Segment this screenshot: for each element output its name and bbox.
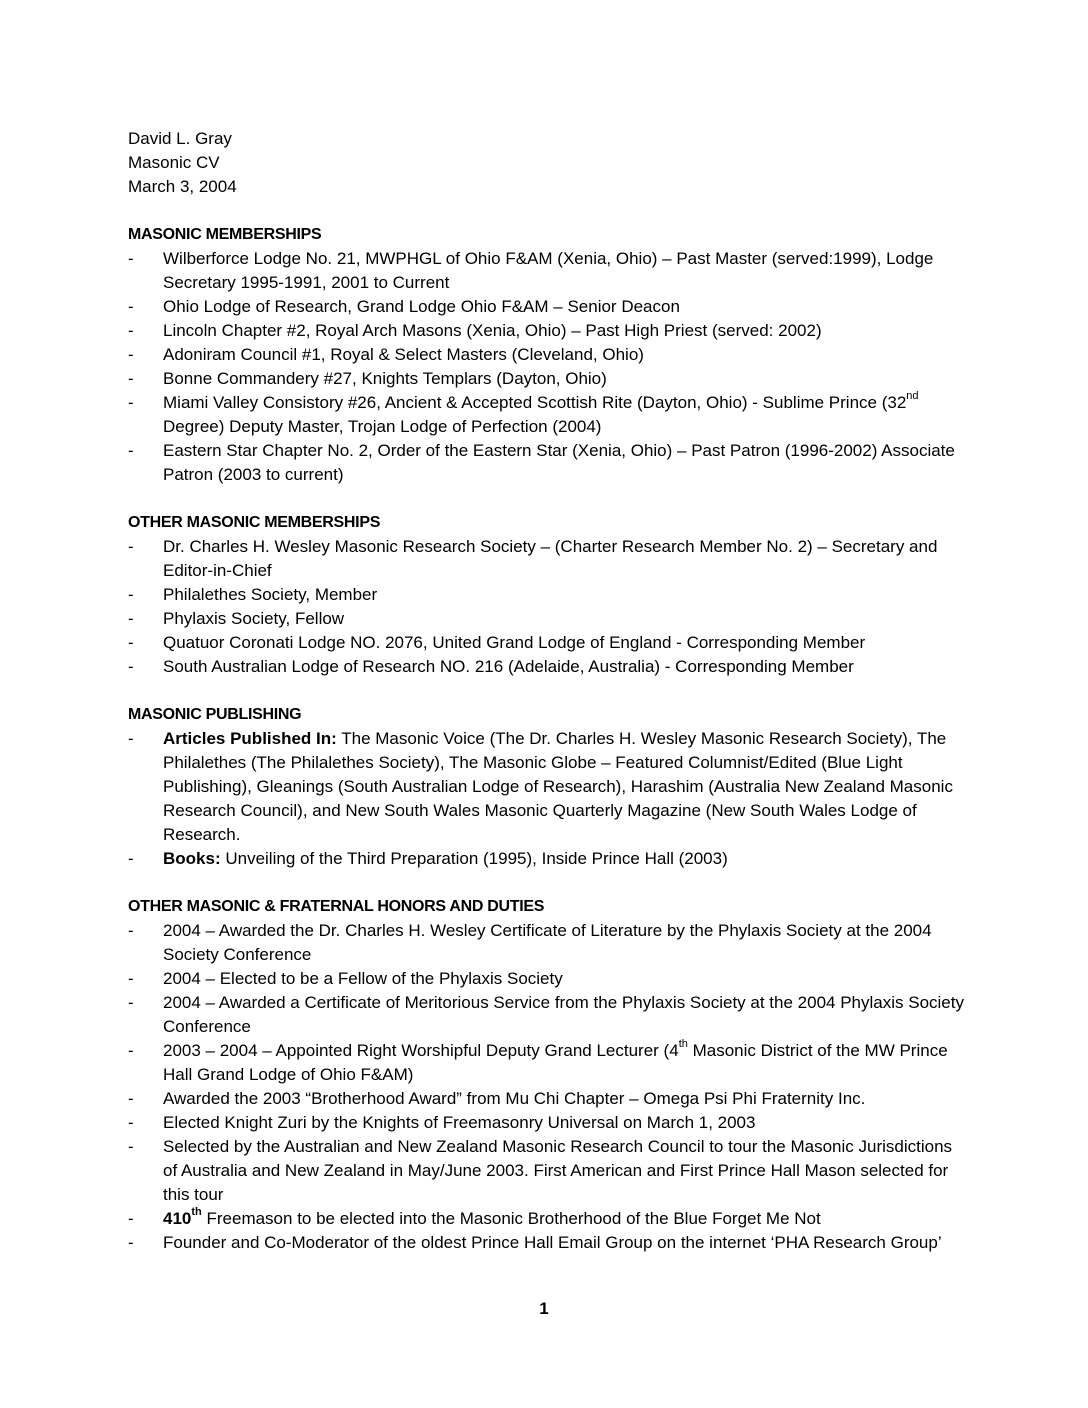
bullet-dash: - xyxy=(128,609,134,628)
section-heading: OTHER MASONIC & FRATERNAL HONORS AND DUTIES xyxy=(128,898,545,915)
list-item xyxy=(128,343,968,367)
bullet-dash: - xyxy=(128,369,134,388)
honors-list xyxy=(128,919,968,1255)
item-text: Unveiling of the Third Preparation (1995), Inside Prince Hall (2003) xyxy=(220,849,728,868)
item-text: Elected Knight Zuri by the Knights of Freemasonry Universal on March 1, 2003 xyxy=(163,1113,756,1132)
memberships-list xyxy=(128,247,968,487)
list-item xyxy=(128,991,968,1039)
list-item xyxy=(128,1231,968,1255)
bullet-dash: - xyxy=(128,633,134,652)
section-other-memberships xyxy=(128,511,968,679)
bullet-dash: - xyxy=(128,297,134,316)
item-text: Phylaxis Society, Fellow xyxy=(163,609,345,628)
bullet-dash: - xyxy=(128,657,134,676)
section-heading: MASONIC PUBLISHING xyxy=(128,706,302,723)
list-item xyxy=(128,295,968,319)
list-item xyxy=(128,631,968,655)
document-content xyxy=(128,127,968,1255)
list-item xyxy=(128,439,968,487)
bullet-dash: - xyxy=(128,1089,134,1108)
bullet-dash: - xyxy=(128,849,134,868)
bullet-dash: - xyxy=(128,393,134,412)
section-heading: MASONIC MEMBERSHIPS xyxy=(128,226,322,243)
item-text: Lincoln Chapter #2, Royal Arch Masons (Xenia, Ohio) – Past High Priest (served: 2002) xyxy=(163,321,822,340)
bullet-dash: - xyxy=(128,969,134,988)
document-title: Masonic CV xyxy=(128,153,220,172)
section-masonic-memberships xyxy=(128,223,968,487)
section-heading: OTHER MASONIC MEMBERSHIPS xyxy=(128,514,381,531)
list-item xyxy=(128,847,968,871)
item-text: Quatuor Coronati Lodge NO. 2076, United Grand Lodge of England - Corresponding Member xyxy=(163,633,866,652)
list-item xyxy=(128,655,968,679)
ordinal-suffix: th xyxy=(191,1206,202,1219)
item-text: Freemason to be elected into the Masonic Brotherhood of the Blue Forget Me Not xyxy=(201,1209,821,1228)
item-text: 2004 – Awarded a Certificate of Meritorious Service from the Phylaxis Society at the 2004 Phylaxis Society Conference xyxy=(163,993,964,1036)
item-text: The Masonic Voice (The Dr. Charles H. Wesley Masonic Research Society), The Philalethes (The Philalethes Society), The Masonic Globe – Featured Columnist/Edited (Blue Light Publishing), Gleanings (South Australian Lodge of Research), Harashim (Australia New Zealand Masonic Research Council), and New South Wales Masonic Quarterly Magazine (New South Wales Lodge of Research. xyxy=(163,729,953,844)
publishing-list xyxy=(128,727,968,871)
list-item xyxy=(128,607,968,631)
list-item xyxy=(128,1207,968,1231)
bullet-dash: - xyxy=(128,1041,134,1060)
bullet-dash: - xyxy=(128,1137,134,1156)
item-text: 410 xyxy=(163,1209,192,1228)
item-text: Dr. Charles H. Wesley Masonic Research Society – (Charter Research Member No. 2) – Secretary and Editor-in-Chief xyxy=(163,537,938,580)
item-text: Awarded the 2003 “Brotherhood Award” from Mu Chi Chapter – Omega Psi Phi Fraternity Inc. xyxy=(163,1089,866,1108)
bullet-dash: - xyxy=(128,585,134,604)
item-text: Eastern Star Chapter No. 2, Order of the Eastern Star (Xenia, Ohio) – Past Patron (1996-2002) Associate Patron (2003 to current) xyxy=(163,441,955,484)
list-item xyxy=(128,247,968,295)
item-text: Selected by the Australian and New Zealand Masonic Research Council to tour the Masonic Jurisdictions of Australia and New Zealand in May/June 2003. First American and First Prince Hall Mason selected for this tour xyxy=(163,1137,953,1204)
ordinal-suffix: nd xyxy=(906,390,919,403)
bullet-dash: - xyxy=(128,537,134,556)
item-text: Ohio Lodge of Research, Grand Lodge Ohio F&AM – Senior Deacon xyxy=(163,297,680,316)
list-item xyxy=(128,727,968,847)
item-text: South Australian Lodge of Research NO. 216 (Adelaide, Australia) - Corresponding Member xyxy=(163,657,854,676)
bullet-dash: - xyxy=(128,249,134,268)
list-item xyxy=(128,919,968,967)
list-item xyxy=(128,367,968,391)
bullet-dash: - xyxy=(128,1113,134,1132)
item-text: Masonic District of the MW Prince Hall Grand Lodge of Ohio F&AM) xyxy=(163,1041,948,1084)
bullet-dash: - xyxy=(128,729,134,748)
other-memberships-list xyxy=(128,535,968,679)
bullet-dash: - xyxy=(128,1233,134,1252)
list-item xyxy=(128,1039,968,1087)
bullet-dash: - xyxy=(128,441,134,460)
bullet-dash: - xyxy=(128,921,134,940)
bullet-dash: - xyxy=(128,993,134,1012)
list-item xyxy=(128,583,968,607)
item-text: Adoniram Council #1, Royal & Select Masters (Cleveland, Ohio) xyxy=(163,345,644,364)
list-item xyxy=(128,1111,968,1135)
item-text: 2004 – Awarded the Dr. Charles H. Wesley Certificate of Literature by the Phylaxis Society at the 2004 Society Conference xyxy=(163,921,932,964)
bullet-dash: - xyxy=(128,345,134,364)
list-item xyxy=(128,967,968,991)
item-text: Bonne Commandery #27, Knights Templars (Dayton, Ohio) xyxy=(163,369,607,388)
item-text: Miami Valley Consistory #26, Ancient & Accepted Scottish Rite (Dayton, Ohio) - Sublime Prince (32 xyxy=(163,393,907,412)
list-item xyxy=(128,535,968,583)
list-item xyxy=(128,319,968,343)
item-text: Philalethes Society, Member xyxy=(163,585,378,604)
ordinal-suffix: th xyxy=(678,1038,688,1051)
page-number: 1 xyxy=(539,1299,549,1318)
list-item xyxy=(128,1135,968,1207)
item-text: 2004 – Elected to be a Fellow of the Phylaxis Society xyxy=(163,969,563,988)
list-item xyxy=(128,391,968,439)
item-text: Degree) Deputy Master, Trojan Lodge of Perfection (2004) xyxy=(163,417,602,436)
item-text: 2003 – 2004 – Appointed Right Worshipful Deputy Grand Lecturer (4 xyxy=(163,1041,679,1060)
section-honors-and-duties xyxy=(128,895,968,1255)
author-name: David L. Gray xyxy=(128,129,232,148)
item-text: Founder and Co-Moderator of the oldest Prince Hall Email Group on the internet ‘PHA Research Group’ xyxy=(163,1233,942,1252)
bullet-dash: - xyxy=(128,1209,134,1228)
item-lead: Articles Published In: xyxy=(163,729,337,748)
document-date: March 3, 2004 xyxy=(128,177,237,196)
list-item xyxy=(128,1087,968,1111)
bullet-dash: - xyxy=(128,321,134,340)
section-masonic-publishing xyxy=(128,703,968,871)
item-text: Wilberforce Lodge No. 21, MWPHGL of Ohio F&AM (Xenia, Ohio) – Past Master (served:1999), Lodge Secretary 1995-1991, 2001 to Current xyxy=(163,249,934,292)
item-lead: Books: xyxy=(163,849,221,868)
